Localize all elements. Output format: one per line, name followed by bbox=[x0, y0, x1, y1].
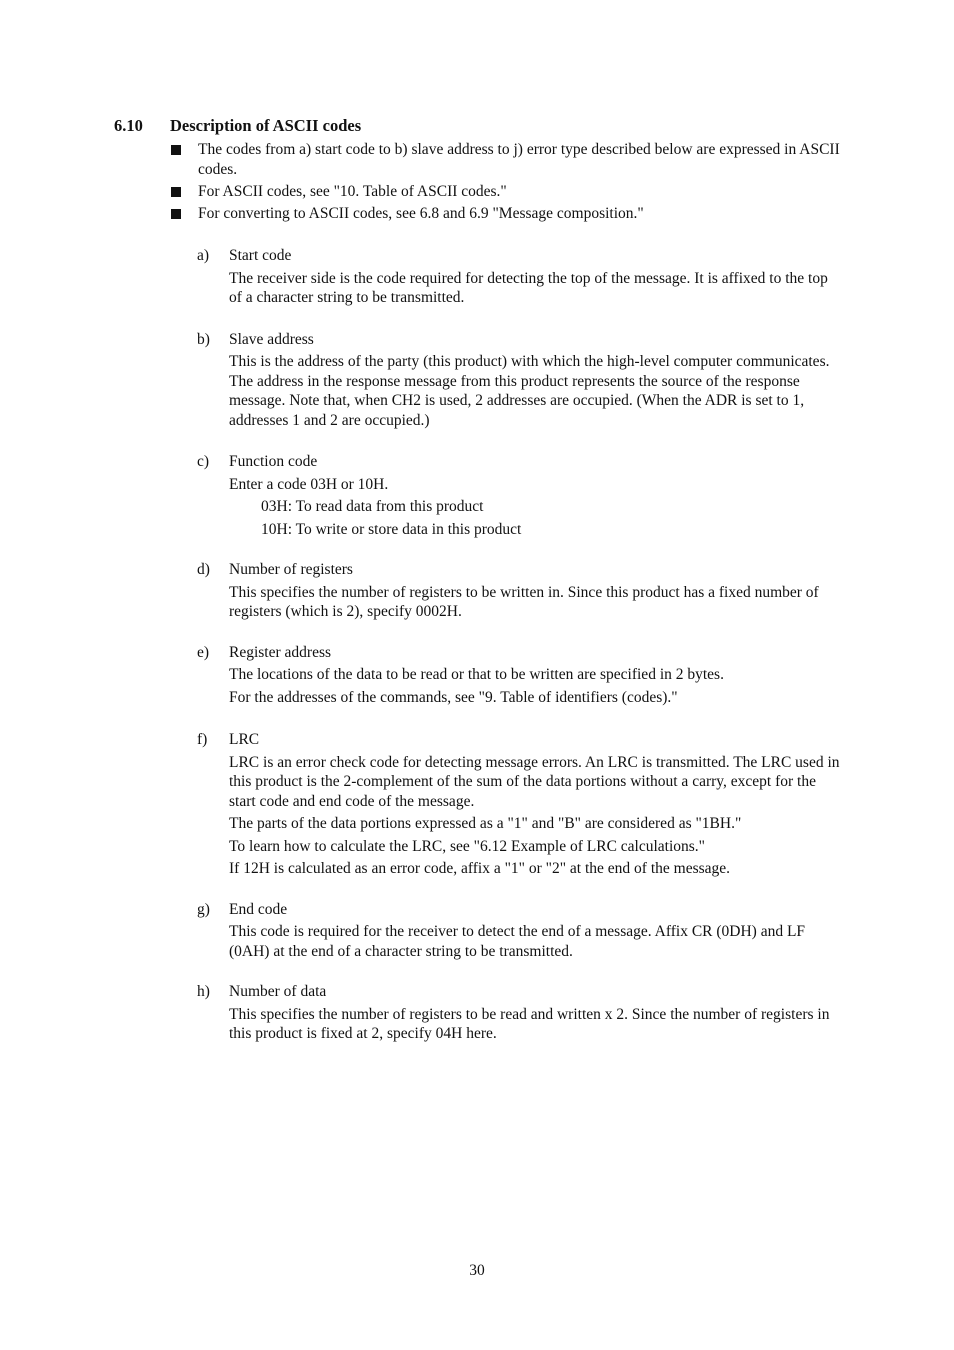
item-title: LRC bbox=[229, 731, 260, 748]
item-paragraph: This specifies the number of registers to be read and written x 2. Since the number of registers in this product is fixed at 2, specify 04H here. bbox=[229, 1005, 830, 1042]
section-title: Description of ASCII codes bbox=[170, 116, 362, 135]
item-paragraph: This specifies the number of registers to be written in. Since this product has a fixed number of registers (which is 2), specify 0002H. bbox=[229, 583, 819, 620]
item-register-address bbox=[197, 643, 843, 708]
bullet-list bbox=[171, 140, 843, 226]
item-title: Number of data bbox=[229, 983, 327, 1000]
item-title: Slave address bbox=[229, 330, 314, 348]
item-title: Number of registers bbox=[229, 561, 353, 578]
bullet-item bbox=[171, 140, 843, 179]
item-paragraph: This code is required for the receiver to detect the end of a message. Affix CR (0DH) and LF (0AH) at the end of a character string to be transmitted. bbox=[229, 923, 806, 960]
item-letter: g) bbox=[197, 900, 210, 918]
item-letter: e) bbox=[197, 643, 210, 661]
bullet-item bbox=[171, 182, 843, 202]
item-paragraph: LRC is an error check code for detecting message errors. An LRC is transmitted. The LRC used in this product is the 2-complement of the sum of the data portions without a carry, except for the start code and end code of the message. bbox=[229, 753, 840, 810]
function-code-option: 10H: To write or store data in this product bbox=[261, 520, 522, 538]
square-bullet-icon bbox=[171, 145, 181, 155]
item-paragraph: To learn how to calculate the LRC, see "6.12 Example of LRC calculations." bbox=[229, 837, 706, 855]
item-paragraph: For the addresses of the commands, see "9. Table of identifiers (codes)." bbox=[229, 688, 678, 706]
item-title: Register address bbox=[229, 643, 332, 661]
item-paragraph: The parts of the data portions expressed as a "1" and "B" are considered as "1BH." bbox=[229, 815, 742, 832]
function-code-option: 03H: To read data from this product bbox=[261, 498, 484, 515]
item-letter: c) bbox=[197, 453, 210, 470]
bullet-item bbox=[171, 204, 843, 224]
item-lrc bbox=[197, 730, 843, 879]
square-bullet-icon bbox=[171, 187, 181, 197]
item-letter: d) bbox=[197, 561, 210, 578]
section-heading bbox=[114, 116, 361, 136]
definition-list bbox=[197, 246, 843, 1047]
item-function-code bbox=[197, 452, 843, 539]
page-number: 30 bbox=[469, 1262, 485, 1279]
item-title: Start code bbox=[229, 247, 292, 264]
item-letter: b) bbox=[197, 330, 210, 348]
item-letter: f) bbox=[197, 731, 208, 748]
item-paragraph: The receiver side is the code required for detecting the top of the message. It is affixed to the top of a character string to be transmitted. bbox=[229, 269, 828, 306]
bullet-text: For converting to ASCII codes, see 6.8 and 6.9 "Message composition." bbox=[198, 204, 644, 222]
bullet-text: The codes from a) start code to b) slave address to j) error type described below are expressed in ASCII codes. bbox=[198, 141, 840, 178]
item-number-of-registers bbox=[197, 560, 843, 622]
item-title: End code bbox=[229, 900, 288, 918]
bullet-text: For ASCII codes, see "10. Table of ASCII codes." bbox=[198, 182, 507, 200]
item-number-of-data bbox=[197, 982, 843, 1044]
item-paragraph: The locations of the data to be read or that to be written are specified in 2 bytes. bbox=[229, 666, 724, 683]
item-end-code bbox=[197, 900, 843, 962]
section-number: 6.10 bbox=[114, 116, 143, 135]
item-paragraph: This is the address of the party (this product) with which the high-level computer communicates. The address in the response message from this product represents the source of the response message. Note that, when CH2 is used, 2 addresses are occupied. (When the ADR is set to 1, addresses 1 and 2 are occupied.) bbox=[229, 353, 830, 429]
square-bullet-icon bbox=[171, 209, 181, 219]
item-slave-address bbox=[197, 330, 843, 431]
item-paragraph: Enter a code 03H or 10H. bbox=[229, 475, 389, 493]
item-letter: h) bbox=[197, 983, 210, 1000]
item-title: Function code bbox=[229, 453, 318, 470]
item-paragraph: If 12H is calculated as an error code, affix a "1" or "2" at the end of the message. bbox=[229, 860, 731, 877]
item-start-code bbox=[197, 246, 843, 308]
item-letter: a) bbox=[197, 247, 210, 264]
